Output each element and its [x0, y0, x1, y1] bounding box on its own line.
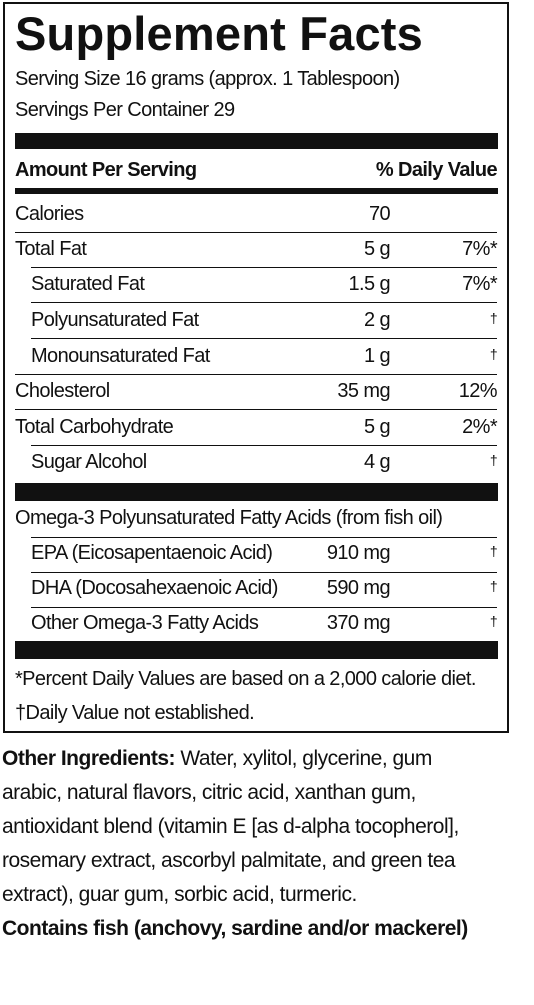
- nutrient-name: Total Fat: [15, 238, 87, 260]
- other-ingredients-line: arabic, natural flavors, citric acid, xanthan gum,: [2, 781, 416, 804]
- nutrient-name: Sugar Alcohol: [31, 451, 147, 473]
- nutrient-amount: 70: [368, 203, 390, 225]
- daily-value-label: % Daily Value: [375, 159, 497, 181]
- nutrient-amount: 5 g: [363, 416, 390, 438]
- omega-heading: Omega-3 Polyunsaturated Fatty Acids (from fish oil): [15, 507, 443, 529]
- row-divider: [31, 267, 497, 268]
- omega-amount: 590 mg: [326, 577, 390, 599]
- nutrient-name: Saturated Fat: [31, 273, 145, 295]
- nutrient-daily-value: 7%*: [462, 238, 497, 260]
- nutrient-daily-value: 12%: [458, 380, 497, 402]
- nutrient-name: Cholesterol: [15, 380, 110, 402]
- footnote-daily-values: *Percent Daily Values are based on a 2,000 calorie diet.: [15, 668, 476, 690]
- nutrient-name: Monounsaturated Fat: [31, 345, 210, 367]
- nutrient-amount: 35 mg: [337, 380, 390, 402]
- omega-daily-value: †: [489, 543, 497, 559]
- nutrient-daily-value: 2%*: [462, 416, 497, 438]
- other-ingredients-line: [2, 746, 432, 772]
- row-divider: [31, 302, 497, 303]
- omega-amount: 370 mg: [326, 612, 390, 634]
- row-divider: [31, 537, 497, 538]
- omega-daily-value: †: [489, 613, 497, 629]
- nutrient-amount: 4 g: [363, 451, 390, 473]
- omega-name: Other Omega-3 Fatty Acids: [31, 612, 259, 634]
- row-divider: [15, 374, 497, 375]
- nutrient-name: Total Carbohydrate: [15, 416, 174, 438]
- row-divider: [15, 409, 497, 410]
- panel-title: Supplement Facts: [15, 7, 424, 60]
- nutrient-name: Calories: [15, 203, 84, 225]
- thick-divider: [15, 133, 498, 149]
- row-divider: [31, 445, 497, 446]
- nutrient-amount: 2 g: [363, 309, 390, 331]
- medium-divider: [15, 188, 498, 194]
- omega-name: DHA (Docosahexaenoic Acid): [31, 577, 278, 599]
- omega-daily-value: †: [489, 578, 497, 594]
- nutrient-amount: 1 g: [363, 345, 390, 367]
- nutrient-daily-value: †: [489, 452, 497, 468]
- footnote-not-established: †Daily Value not established.: [15, 702, 255, 724]
- other-ingredients-label: Other Ingredients:: [2, 747, 176, 770]
- thick-divider: [15, 641, 498, 659]
- serving-size: Serving Size 16 grams (approx. 1 Tablespoon): [15, 68, 400, 90]
- row-divider: [31, 607, 497, 608]
- nutrient-daily-value: 7%*: [462, 273, 497, 295]
- amount-per-serving-label: Amount Per Serving: [15, 159, 197, 181]
- other-ingredients-line: antioxidant blend (vitamin E [as d-alpha tocopherol],: [2, 815, 459, 838]
- servings-per-container: Servings Per Container 29: [15, 99, 235, 121]
- thick-divider: [15, 483, 498, 501]
- allergen-statement: Contains fish (anchovy, sardine and/or mackerel): [2, 917, 468, 940]
- row-divider: [15, 232, 497, 233]
- omega-amount: 910 mg: [326, 542, 390, 564]
- other-ingredients-line: extract), guar gum, sorbic acid, turmeric.: [2, 883, 357, 906]
- other-ingredients-text: Water, xylitol, glycerine, gum: [175, 747, 432, 770]
- nutrient-name: Polyunsaturated Fat: [31, 309, 199, 331]
- omega-name: EPA (Eicosapentaenoic Acid): [31, 542, 273, 564]
- row-divider: [31, 338, 497, 339]
- other-ingredients-line: rosemary extract, ascorbyl palmitate, and green tea: [2, 849, 456, 872]
- row-divider: [31, 572, 497, 573]
- nutrient-daily-value: †: [489, 310, 497, 326]
- nutrient-amount: 1.5 g: [348, 273, 390, 295]
- nutrient-amount: 5 g: [363, 238, 390, 260]
- nutrient-daily-value: †: [489, 346, 497, 362]
- supplement-facts-panel: [3, 2, 509, 733]
